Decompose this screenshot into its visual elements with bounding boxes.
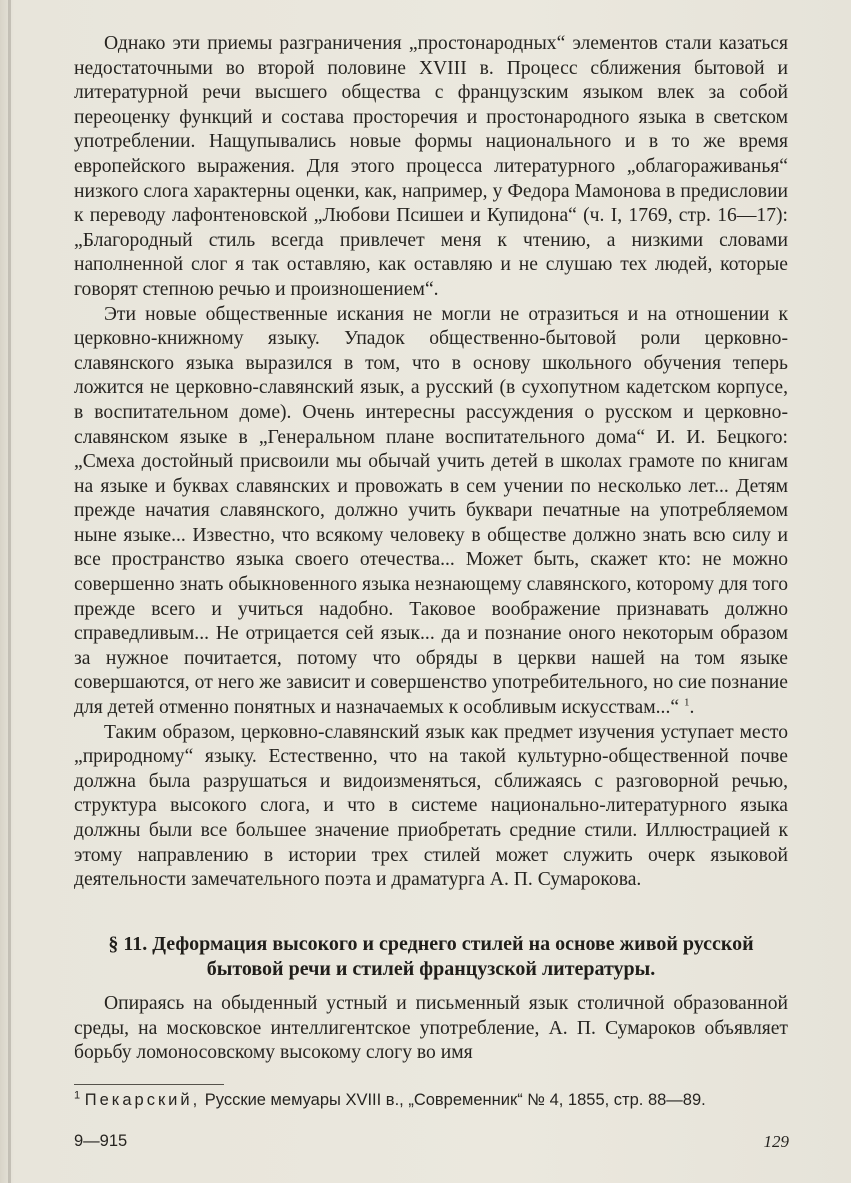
footnote-reference: 1 <box>683 696 690 709</box>
paragraph-4: Опираясь на обыденный устный и письменный язык столичной образованной среды, на московское интеллигентское употребление, А. П. Сумароков объявляет борьбу ломоносовскому высокому слогу во имя <box>74 993 788 1064</box>
page-number: 129 <box>763 1132 789 1151</box>
paragraph-3: Таким образом, церковно-славянский язык как предмет изучения уступает место „природному“ языку. Естественно, что на такой культурно-общественной почве должна была разрушаться и видоизменяться, сближаясь с разговорной речью, структура высокого слога, и что в системе национально-литературного языка должны были все большее значение приобретать средние стили. Иллюстрацией к этому направлению в истории трех стилей может служить очерк языковой деятельности замечательного поэта и драматурга А. П. Сумарокова. <box>74 721 788 891</box>
footnote <box>74 1090 788 1111</box>
footnote-text: Русские мемуары XVIII в., „Современник“ № 4, 1855, стр. 88—89. <box>204 1091 706 1109</box>
paragraph-1: Однако эти приемы разграничения „простонародных“ элементов стали казаться недостаточными во второй половине XVIII в. Процесс сближения бытовой и литературной речи высшего общества с французским языком влек за собой переоценку функций и состава просторечия и простонародного языка в светском употреблении. Нащупывались новые формы национального и в то же время европейского выражения. Для этого процесса литературного „облагораживанья“ низкого слога характерны оценки, как, например, у Федора Мамонова в предисловии к переводу лафонтеновской „Любови Псишеи и Купидона“ (ч. I, 1769, стр. 16—17): „Благородный стиль всегда привлечет меня к чтению, а низкими словами наполненной слог я так оставляю, как оставляю и не слушаю тех людей, которые говорят степною речью и произношением“. <box>74 33 788 300</box>
footnote-divider <box>74 1084 224 1085</box>
paragraph-2: Эти новые общественные искания не могли не отразиться и на отношении к церковно-книжному языку. Упадок общественно-бытовой роли церковно-славянского языка выразился в том, что в основу школьного обучения теперь ложится не церковно-славянский язык, а русский (в сухопутном кадетском корпусе, в воспитательном доме). Очень интересны рассуждения о русском и церковно-славянском языке в „Генеральном плане воспитательного дома“ И. И. Бецкого: „Смеха достойный присвоили мы обычай учить детей в школах грамоте по книгам на языке и буквах славянских и провожать в сем учении по несколько лет... Детям прежде начатия славянского, должно учить буквари печатные на употребляемом ныне языке... Известно, что всякому человеку в обществе должно знать всю силу и все пространство языка своего отечества... Может быть, скажет кто: не можно совершенно знать обыкновенного языка незнающему славянского, которому для того прежде всего и учиться надобно. Таковое воображение признавать должно справедливым... Не отрицается сей язык... да и познание оного некоторым образом за нужное почитается, потому что обряды в церкви нашей на том языке совершаются, от него же зависит и совершенство употребительного, но сие познание для детей отменно понятных и назначаемых к особливым искусствам...“ $^1$. <box>74 303 788 719</box>
section-body-text <box>74 992 788 1066</box>
paragraph-2-text: Эти новые общественные искания не могли не отразиться и на отношении к церковно-книжному языку. Упадок общественно-бытовой роли церковно-славянского языка выразился в том, что в основу школьного обучения теперь ложится не церковно-славянский язык, а русский (в сухопутном кадетском корпусе, в воспитательном доме). Очень интересны рассуждения о русском и церковно-славянском языке в „Генеральном плане воспитательного дома“ И. И. Бецкого: „Смеха достойный присвоили мы обычай учить детей в школах грамоте по книгам на языке и буквах славянских и провожать в сем учении по несколько лет... Детям прежде начатия славянского, должно учить буквари печатные на употребляемом ныне языке... Известно, что всякому человеку в обществе должно знать всю силу и все пространство языка своего отечества... Может быть, скажет кто: не можно совершенно знать обыкновенного языка незнающему славянского, которому для того прежде всего и учиться надобно. Таковое воображение признавать должно справедливым... Не отрицается сей язык... да и познание оного некоторым образом за нужное почитается, потому что обряды в церкви нашей на том языке совершаются, от него же зависит и совершенство употребительного, но сие познание для детей отменно понятных и назначаемых к особливым искусствам...“ <box>74 303 788 719</box>
section-heading: § 11. Деформация высокого и среднего стилей на основе живой русской бытовой речи и стилей французской литературы. <box>108 933 754 980</box>
page-binding-edge <box>8 0 11 1183</box>
printer-signature: 9—915 <box>74 1132 128 1150</box>
body-text <box>74 32 788 893</box>
footnote-author: Пекарский, <box>84 1091 201 1109</box>
footnote-number: 1 <box>74 1089 81 1102</box>
